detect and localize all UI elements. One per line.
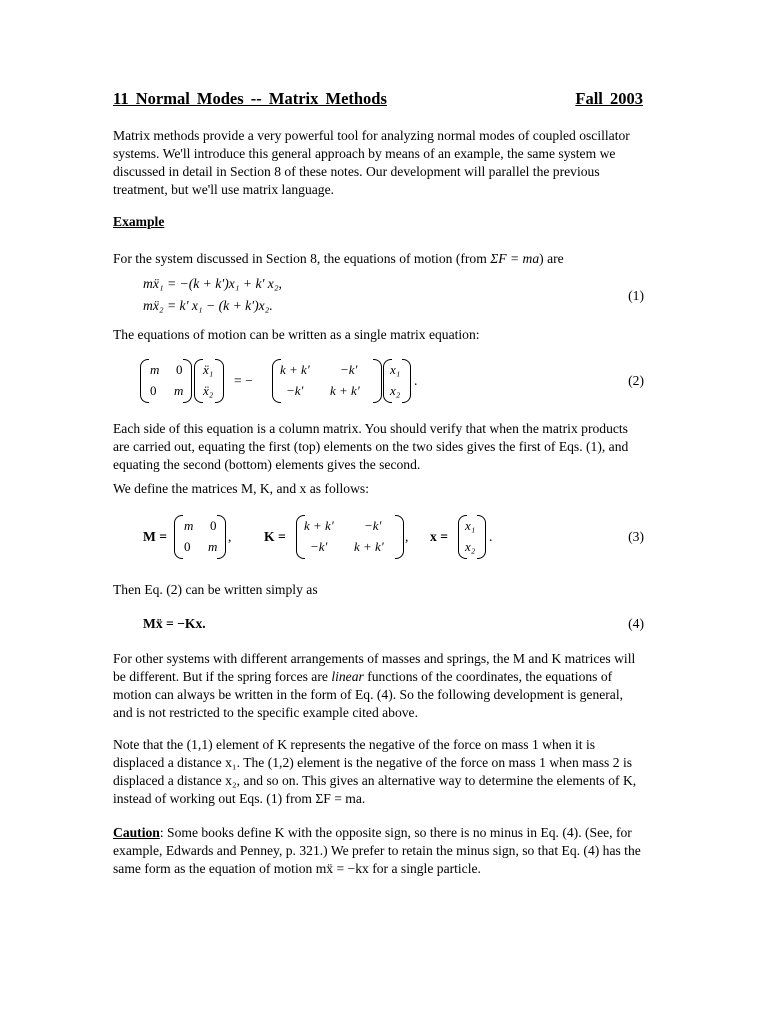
paren-left	[194, 359, 203, 403]
m12-cell: 0	[210, 518, 217, 533]
m22-cell: m	[208, 539, 218, 554]
then-paragraph: Then Eq. (2) can be written simply as	[113, 582, 318, 597]
paren-right	[395, 515, 404, 559]
mass-matrix-eq2	[140, 359, 192, 403]
k22-cell: k + k'	[354, 539, 384, 554]
position-vector-eq2	[383, 359, 411, 403]
k12-cell: −k'	[340, 362, 358, 377]
single-matrix-paragraph: The equations of motion can be written as a single matrix equation:	[113, 327, 480, 342]
k11-cell: k + k'	[280, 362, 310, 377]
a2-cell: ẍ₂	[203, 383, 214, 398]
example-heading: Example	[113, 214, 165, 229]
intro-paragraph: Matrix methods provide a very powerful tool for analyzing normal modes of coupled oscillator systems. We'll introduce this general approach by means of an example, the same system we discussed in detail in Section 8 of these notes. Our development will parallel the previous treatment, but we'll use matrix language.	[113, 128, 630, 197]
caution-label: Caution	[113, 825, 160, 840]
m22-cell: m	[174, 383, 184, 398]
paren-left	[174, 515, 183, 559]
k22-cell: k + k'	[330, 383, 360, 398]
term-label: Fall 2003	[575, 89, 643, 108]
k12-cell: −k'	[364, 518, 382, 533]
caution-text: : Some books define K with the opposite sign, so there is no minus in Eq. (4). (See, for example, Edwards and Penney, p. 321.) We prefer to retain the minus sign, so that Eq. (4) has the same form as the equation of motion mẍ = −kx for a single particle.	[113, 825, 641, 876]
m11-cell: m	[184, 518, 194, 533]
x2-cell: x₂	[390, 383, 401, 398]
paren-right	[215, 359, 224, 403]
k11-cell: k + k'	[304, 518, 334, 533]
paren-right	[373, 359, 382, 403]
equation-2-number: (2)	[628, 373, 644, 388]
equation-1-line-2: mẍ₂ = k' x₁ − (k + k')x₂.	[143, 298, 273, 313]
K-label: K =	[264, 529, 286, 544]
eom-intro-text-a: For the system discussed in Section 8, the equations of motion (from	[113, 251, 491, 266]
x1-cell: x₁	[465, 518, 476, 533]
mass-matrix-eq3	[174, 515, 226, 559]
column-matrix-paragraph: Each side of this equation is a column matrix. You should verify that when the matrix products are carried out, equating the first (top) elements on the two sides gives the first of Eqs. (1), and equating the second (bottom) elements gives the second.	[113, 421, 629, 472]
eom-intro-text-c: ) are	[539, 251, 564, 266]
equation-1-line-1: mẍ₁ = −(k + k')x₁ + k' x₂,	[143, 276, 282, 291]
paren-right	[183, 359, 192, 403]
m21-cell: 0	[184, 539, 191, 554]
define-matrices-paragraph: We define the matrices M, K, and x as follows:	[113, 481, 369, 496]
position-vector-eq3	[458, 515, 486, 559]
equals-minus: = −	[234, 373, 253, 388]
equation-4: Mẍ = −Kx.	[143, 616, 206, 631]
paren-left	[140, 359, 149, 403]
section-title: 11 Normal Modes -- Matrix Methods	[113, 89, 387, 108]
equation-3-number: (3)	[628, 529, 644, 544]
other-systems-paragraph	[113, 650, 643, 722]
stiffness-matrix-eq3	[296, 515, 404, 559]
k21-cell: −k'	[286, 383, 304, 398]
m21-cell: 0	[150, 383, 157, 398]
equation-1-number: (1)	[628, 288, 644, 303]
other-text-b: functions of the coordinates, the equations of motion can always be written in the form of Eq. (4). So the following development is general, and is not restricted to the specific example cited above.	[113, 669, 624, 720]
equation-2-period: .	[414, 373, 418, 388]
equation-4-number: (4)	[628, 616, 644, 631]
page-header	[113, 89, 643, 111]
m11-cell: m	[150, 362, 160, 377]
x1-cell: x₁	[390, 362, 401, 377]
other-text-a: For other systems with different arrangements of masses and springs, the M and K matrices will be different. But if the spring forces are	[113, 651, 636, 684]
equation-3-period: .	[489, 529, 493, 544]
accel-vector-eq2	[194, 359, 224, 403]
paren-right	[217, 515, 226, 559]
note-paragraph: Note that the (1,1) element of K represents the negative of the force on mass 1 when it is displaced a distance x₁. The (1,2) element is the negative of the force on mass 1 when mass 2 is displaced a distance x₂, and so on. This gives an alternative way to determine the elements of K, instead of working out Eqs. (1) from ΣF = ma.	[113, 737, 637, 806]
linear-word: linear	[331, 669, 364, 684]
paren-right	[402, 359, 411, 403]
caution-paragraph	[113, 824, 643, 878]
x2-cell: x₂	[465, 539, 476, 554]
x-label: x =	[430, 529, 448, 544]
K-comma: ,	[405, 529, 409, 544]
k21-cell: −k'	[310, 539, 328, 554]
eom-intro-paragraph	[113, 250, 643, 268]
eom-intro-formula: ΣF = ma	[490, 251, 540, 266]
stiffness-matrix-eq2	[272, 359, 382, 403]
M-comma: ,	[228, 529, 232, 544]
a1-cell: ẍ₁	[203, 362, 214, 377]
M-label: M =	[143, 529, 167, 544]
paren-right	[477, 515, 486, 559]
m12-cell: 0	[176, 362, 183, 377]
